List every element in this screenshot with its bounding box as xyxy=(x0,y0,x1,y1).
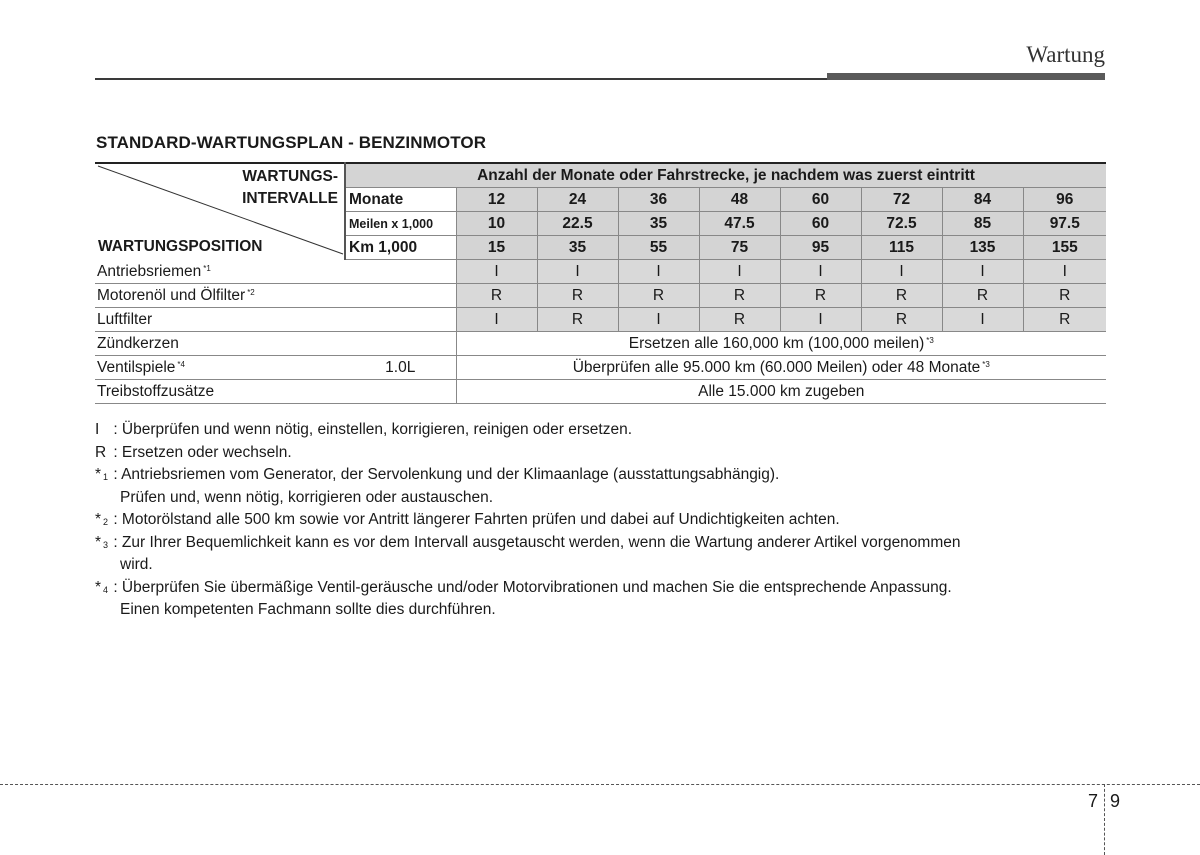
footnote-text: : Motorölstand alle 500 km sowie vor Antritt längerer Fahrten prüfen und dabei auf Undichtigkeiten achten. xyxy=(113,511,840,528)
running-header-title: Wartung xyxy=(1026,42,1105,67)
header-row xyxy=(95,163,1106,188)
header-rule-thin xyxy=(95,78,827,80)
interval-value-cell: 155 xyxy=(1023,236,1106,260)
footnote-text: : Zur Ihrer Bequemlichkeit kann es vor dem Intervall ausgetauscht werden, wenn die Wartung anderer Artikel vorgenommen xyxy=(113,533,961,551)
item-name-cell xyxy=(95,284,456,308)
corner-label-position: WARTUNGSPOSITION xyxy=(98,237,263,255)
footnote-symbol-char: * xyxy=(95,578,102,596)
header-rule-thick xyxy=(827,73,1105,80)
item-mark-cell: R xyxy=(861,284,942,308)
interval-value-cell: 96 xyxy=(1023,188,1106,212)
footnote-symbol-sup: 2 xyxy=(103,517,109,527)
interval-value-cell: 24 xyxy=(537,188,618,212)
item-row xyxy=(95,284,1106,308)
interval-value-cell: 47.5 xyxy=(699,212,780,236)
item-mark-cell: R xyxy=(1023,284,1106,308)
item-mark-cell: R xyxy=(780,284,861,308)
item-row xyxy=(95,380,1106,404)
item-span-text: Alle 15.000 km zugeben xyxy=(698,382,865,400)
item-span-text: Überprüfen alle 95.000 km (60.000 Meilen) oder 48 Monate xyxy=(572,358,981,376)
item-mark-cell: I xyxy=(942,308,1023,332)
item-note-ref: *1 xyxy=(203,263,211,273)
page-number: 9 xyxy=(1110,791,1121,811)
item-name-cell xyxy=(95,332,456,356)
footnote-first-line xyxy=(95,419,1105,442)
footnote-symbol xyxy=(95,419,109,442)
footnote-symbol xyxy=(95,509,109,532)
item-mark-cell: I xyxy=(699,260,780,284)
item-mark-cell: I xyxy=(456,260,537,284)
item-mark-cell: R xyxy=(942,284,1023,308)
item-mark-cell: R xyxy=(1023,308,1106,332)
item-note-ref: *4 xyxy=(177,359,185,369)
footnote-text: : Antriebsriemen vom Generator, der Servolenkung und der Klimaanlage (ausstattungsabhängig). xyxy=(113,466,780,483)
interval-value-cell: 22.5 xyxy=(537,212,618,236)
item-mark-cell: I xyxy=(780,260,861,284)
item-note-ref: *2 xyxy=(247,287,255,297)
item-mark-cell: I xyxy=(942,260,1023,284)
footnote xyxy=(95,419,1105,442)
footnote-symbol-sup: 1 xyxy=(103,472,109,482)
item-span-text: Ersetzen alle 160,000 km (100,000 meilen) xyxy=(628,334,925,352)
item-span-note-ref: *3 xyxy=(982,359,990,369)
item-mark-cell: I xyxy=(456,308,537,332)
item-row xyxy=(95,332,1106,356)
footnote-symbol-char: I xyxy=(95,421,100,438)
footnote-first-line xyxy=(95,532,1105,555)
interval-value-cell: 10 xyxy=(456,212,537,236)
item-name: Treibstoffzusätze xyxy=(97,382,215,400)
interval-value-cell: 60 xyxy=(780,212,861,236)
interval-value-cell: 115 xyxy=(861,236,942,260)
interval-value-cell: 15 xyxy=(456,236,537,260)
footnote-symbol xyxy=(95,577,109,600)
footnote-symbol xyxy=(95,442,109,465)
span-header-cell: Anzahl der Monate oder Fahrstrecke, je nachdem was zuerst eintritt xyxy=(345,163,1106,188)
interval-unit-cell: Meilen x 1,000 xyxy=(345,212,456,236)
item-name-cell xyxy=(95,308,456,332)
item-mark-cell: R xyxy=(618,284,699,308)
item-row xyxy=(95,308,1106,332)
item-engine-cell: 1.0L xyxy=(345,356,456,380)
footnote-symbol-sup: 3 xyxy=(103,539,109,550)
footer-dashed-divider xyxy=(1104,784,1105,855)
item-mark-cell: I xyxy=(780,308,861,332)
footnote xyxy=(95,577,1105,622)
item-span-cell xyxy=(456,356,1106,380)
interval-value-cell: 97.5 xyxy=(1023,212,1106,236)
interval-value-cell: 72.5 xyxy=(861,212,942,236)
footnote-symbol-char: R xyxy=(95,443,107,461)
footnote-symbol xyxy=(95,532,109,555)
item-mark-cell: R xyxy=(456,284,537,308)
footnote-continuation: Prüfen und, wenn nötig, korrigieren oder austauschen. xyxy=(120,488,494,506)
interval-value-cell: 36 xyxy=(618,188,699,212)
section-title: STANDARD-WARTUNGSPLAN - BENZINMOTOR xyxy=(96,133,487,152)
chapter-number: 7 xyxy=(1088,791,1099,811)
footnote xyxy=(95,509,1105,532)
interval-value-cell: 35 xyxy=(537,236,618,260)
item-name: Luftfilter xyxy=(97,310,153,328)
item-name-cell xyxy=(95,380,456,404)
footnote-text: : Überprüfen Sie übermäßige Ventil-geräusche und/oder Motorvibrationen und machen Sie die entsprechende Anpassung. xyxy=(113,578,952,596)
interval-value-cell: 75 xyxy=(699,236,780,260)
corner-header-cell xyxy=(95,163,345,260)
footnote xyxy=(95,442,1105,465)
footnote-first-line xyxy=(95,442,1105,465)
item-mark-cell: R xyxy=(537,284,618,308)
corner-label-intervals xyxy=(242,166,338,210)
footnote xyxy=(95,532,1105,577)
interval-value-cell: 12 xyxy=(456,188,537,212)
item-name-cell xyxy=(95,260,456,284)
item-mark-cell: I xyxy=(1023,260,1106,284)
footnote-symbol-char: * xyxy=(95,511,102,528)
footnote-symbol xyxy=(95,464,109,487)
item-name: Ventilspiele xyxy=(97,358,176,376)
item-mark-cell: I xyxy=(618,260,699,284)
footnote-symbol-sup: 4 xyxy=(103,584,109,595)
item-mark-cell: I xyxy=(537,260,618,284)
item-row xyxy=(95,356,1106,380)
interval-value-cell: 84 xyxy=(942,188,1023,212)
interval-value-cell: 48 xyxy=(699,188,780,212)
footer-dashed-rule xyxy=(0,784,1200,785)
item-mark-cell: R xyxy=(537,308,618,332)
item-mark-cell: R xyxy=(699,284,780,308)
item-span-note-ref: *3 xyxy=(926,335,934,345)
item-name: Motorenöl und Ölfilter xyxy=(97,286,246,304)
item-span-cell xyxy=(456,380,1106,404)
corner-label-line2: INTERVALLE xyxy=(242,190,338,207)
footnote-continuation: Einen kompetenten Fachmann sollte dies durchführen. xyxy=(120,601,496,618)
footnote-symbol-char: * xyxy=(95,466,102,483)
item-mark-cell: I xyxy=(618,308,699,332)
footnote-text: : Ersetzen oder wechseln. xyxy=(113,443,292,461)
footnote-first-line xyxy=(95,509,1105,532)
interval-value-cell: 72 xyxy=(861,188,942,212)
interval-value-cell: 85 xyxy=(942,212,1023,236)
footnote-first-line xyxy=(95,464,1105,487)
item-span-cell xyxy=(456,332,1106,356)
footnote-text: : Überprüfen und wenn nötig, einstellen, korrigieren, reinigen oder ersetzen. xyxy=(113,421,633,438)
maintenance-table xyxy=(95,162,1106,404)
interval-value-cell: 35 xyxy=(618,212,699,236)
item-mark-cell: I xyxy=(861,260,942,284)
item-mark-cell: R xyxy=(861,308,942,332)
interval-unit-cell: Monate xyxy=(345,188,456,212)
corner-label-line1: WARTUNGS- xyxy=(242,168,338,185)
footnote-continuation: wird. xyxy=(120,556,153,573)
footnote xyxy=(95,464,1105,509)
item-row xyxy=(95,260,1106,284)
item-name-cell xyxy=(95,356,345,380)
interval-value-cell: 60 xyxy=(780,188,861,212)
item-mark-cell: R xyxy=(699,308,780,332)
footnote-symbol-char: * xyxy=(95,533,102,551)
footnotes xyxy=(95,419,1105,622)
interval-value-cell: 135 xyxy=(942,236,1023,260)
item-name: Antriebsriemen xyxy=(97,262,202,280)
footnote-first-line xyxy=(95,577,1105,600)
item-name: Zündkerzen xyxy=(97,334,179,352)
interval-value-cell: 95 xyxy=(780,236,861,260)
interval-value-cell: 55 xyxy=(618,236,699,260)
interval-unit-cell: Km 1,000 xyxy=(345,236,456,260)
